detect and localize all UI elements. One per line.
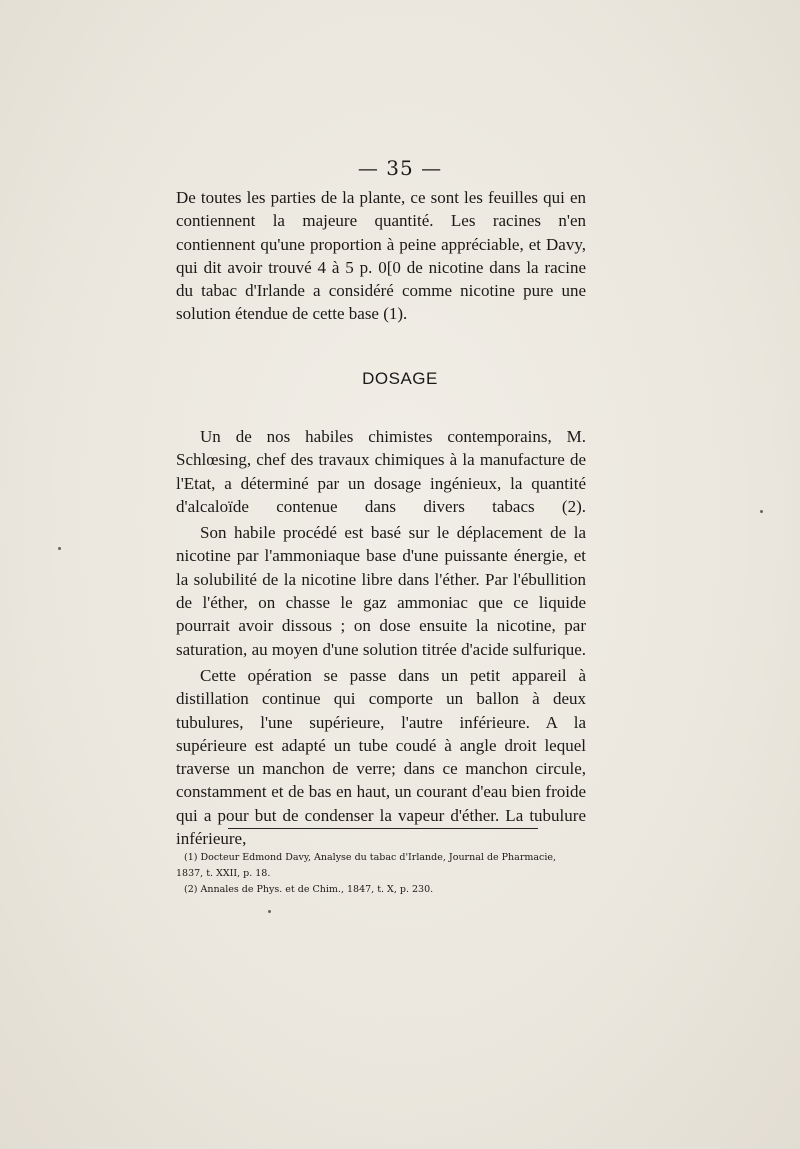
speck: [760, 510, 763, 513]
footnote: [176, 882, 586, 898]
paragraph: Son habile procédé est basé sur le déplacement de la nicotine par l'ammoniaque base d'une puissante énergie, et la solubilité de la nicotine libre dans l'éther. Par l'ébullition de l'éther, on chasse le gaz ammoniac que ce liquide pourrait avoir dissous ; on dose ensuite la nicotine, par saturation, au moyen d'une solution titrée d'acide sulfurique.: [176, 523, 586, 659]
footnote: [176, 850, 586, 882]
page-number: — 35 —: [357, 156, 443, 180]
footnote-line: (1) Docteur Edmond Davy, Analyse du tabac d'Irlande, Journal de Pharmacie,: [184, 852, 557, 863]
paragraph: Cette opération se passe dans un petit appareil à distillation continue qui comporte un ballon à deux tubulures, l'une supérieure, l'autre inférieure. A la supérieure est adapté un tube coudé à angle droit lequel traverse un manchon de verre; dans ce manchon circule, constamment et de bas en haut, un courant d'eau bien froide qui a pour but de condenser la vapeur d'éther. La tubulure inférieure,: [176, 665, 586, 849]
section-heading: DOSAGE: [362, 369, 438, 388]
paragraph: Un de nos habiles chimistes contemporains, M. Schlœsing, chef des travaux chimiques à la manufacture de l'Etat, a déterminé par un dosage ingénieux, la quantité d'alcaloïde contenue dans divers tabacs (2).: [176, 427, 586, 516]
footnote-divider: [228, 828, 538, 829]
speck: [268, 910, 271, 913]
footnotes: [176, 850, 586, 898]
main-text-block: [176, 425, 586, 850]
footnote-line: (2) Annales de Phys. et de Chim., 1847, t. X, p. 230.: [184, 884, 434, 895]
intro-text-block: [176, 186, 586, 326]
footnote-line: 1837, t. XXII, p. 18.: [176, 868, 271, 879]
paragraph: De toutes les parties de la plante, ce sont les feuilles qui en contiennent la majeure quantité. Les racines n'en contiennent qu'une proportion à peine appréciable, et Davy, qui dit avoir trouvé 4 à 5 p. 0[0 de nicotine dans la racine du tabac d'Irlande a considéré comme nicotine pure une solution étendue de cette base (1).: [176, 188, 586, 324]
speck: [58, 547, 61, 550]
